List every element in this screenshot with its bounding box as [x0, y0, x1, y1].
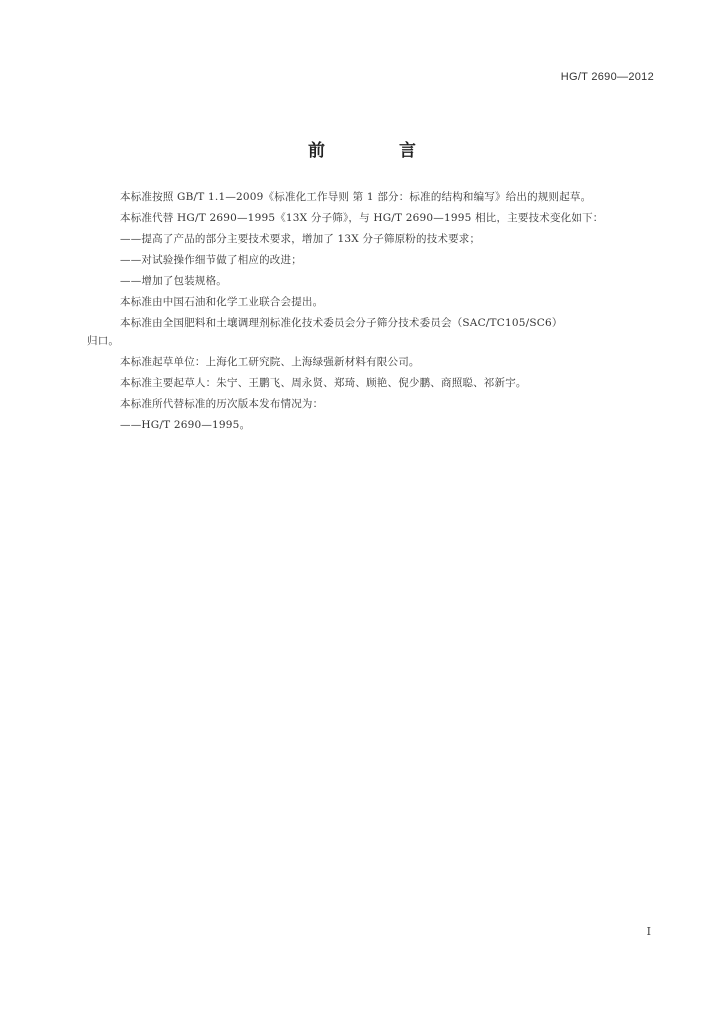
- list-item-change-1: ——提高了产品的部分主要技术要求，增加了 13X 分子筛原粉的技术要求；: [120, 233, 481, 245]
- paragraph-history: 本标准所代替标准的历次版本发布情况为：: [120, 398, 324, 410]
- list-item-history-1: ——HG/T 2690—1995。: [120, 419, 251, 431]
- list-item-change-2: ——对试验操作细节做了相应的改进；: [120, 254, 302, 266]
- paragraph-proposed-by: 本标准由中国石油和化学工业联合会提出。: [120, 296, 324, 308]
- paragraph-replaces: 本标准代替 HG/T 2690—1995《13X 分子筛》，与 HG/T 2690—1995 相比，主要技术变化如下：: [120, 212, 604, 224]
- paragraph-drafters: 本标准主要起草人：朱宁、王鹏飞、周永贤、郑琦、顾艳、倪少鹏、商照聪、祁新宇。: [120, 377, 527, 389]
- list-item-change-3: ——增加了包装规格。: [120, 275, 227, 287]
- paragraph-drafting-rules: 本标准按照 GB/T 1.1—2009《标准化工作导则 第 1 部分：标准的结构和编写》给出的规则起草。: [120, 191, 592, 203]
- paragraph-managed-by-cont: 归口。: [87, 335, 120, 347]
- paragraph-drafting-units: 本标准起草单位：上海化工研究院、上海绿强新材料有限公司。: [120, 356, 420, 368]
- document-code: HG/T 2690—2012: [560, 71, 654, 83]
- page-number: I: [646, 925, 651, 938]
- page-title: 前 言: [308, 141, 450, 161]
- paragraph-managed-by: 本标准由全国肥料和土壤调理剂标准化技术委员会分子筛分技术委员会（SAC/TC105/SC6）: [120, 317, 563, 329]
